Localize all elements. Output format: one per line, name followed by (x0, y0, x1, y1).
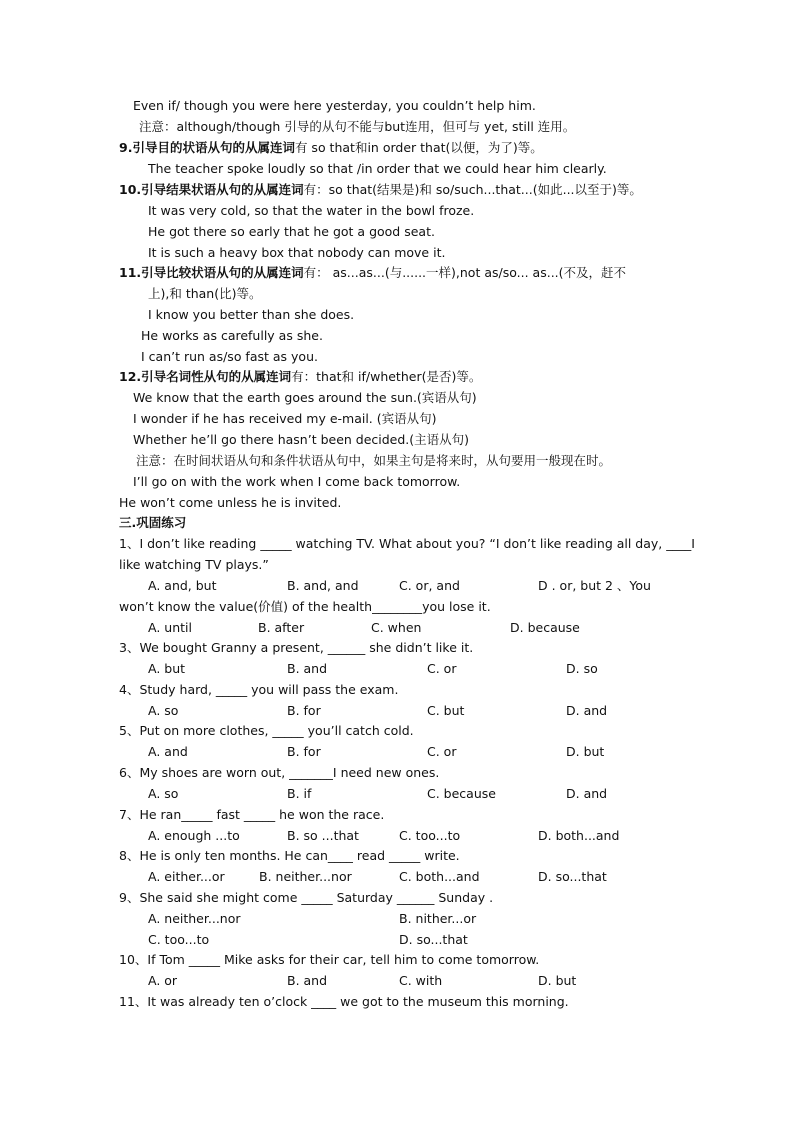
q10-option-a: A. or (148, 973, 178, 988)
q3-option-d: D. so (566, 661, 598, 676)
q9-option-c: C. too...to (148, 932, 210, 947)
heading-rest: 有 so that和in order that(以便，为了)等。 (294, 140, 543, 155)
example-sentence: I wonder if he has received my e-mail. (宾语从句) (133, 411, 437, 426)
q4-option-b: B. for (287, 703, 321, 718)
heading-text: 10.引导结果状语从句的从属连词 (119, 182, 304, 197)
q1-option-a: A. and, but (148, 578, 217, 593)
q6-option-c: C. because (427, 786, 496, 801)
note-line: 注意：although/though 引导的从句不能与but连用，但可与 yet, still 连用。 (139, 119, 576, 134)
section-heading-12 (119, 368, 481, 386)
question-3-stem: 3、We bought Granny a present, ______ she didn’t like it. (119, 640, 474, 655)
question-5-stem: 5、Put on more clothes, _____ you’ll catch cold. (119, 723, 414, 738)
q1-option-c: C. or, and (399, 578, 460, 593)
q2-option-a: A. until (148, 620, 192, 635)
heading-rest: 有： as...as...(与......一样),not as/so... as...(不及，赶不 (303, 265, 627, 280)
q1-option-b: B. and, and (287, 578, 359, 593)
question-10-stem: 10、If Tom _____ Mike asks for their car, tell him to come tomorrow. (119, 952, 540, 967)
example-sentence: It is such a heavy box that nobody can move it. (148, 245, 446, 260)
q3-option-a: A. but (148, 661, 186, 676)
section-heading-9 (119, 139, 543, 157)
q10-option-b: B. and (287, 973, 328, 988)
question-1-stem: 1、I don’t like reading _____ watching TV. What about you? “I don’t like reading all day, ____I (119, 536, 695, 551)
q3-option-c: C. or (427, 661, 457, 676)
q4-option-c: C. but (427, 703, 465, 718)
question-1-stem-cont: like watching TV plays.” (119, 557, 269, 572)
q2-option-d: D. because (510, 620, 580, 635)
q4-option-d: D. and (566, 703, 608, 718)
question-2-stem: won’t know the value(价值) of the health________you lose it. (119, 599, 491, 614)
example-sentence: He won’t come unless he is invited. (119, 495, 342, 510)
question-6-stem: 6、My shoes are worn out, _______I need new ones. (119, 765, 440, 780)
q8-option-d: D. so...that (538, 869, 607, 884)
q6-option-a: A. so (148, 786, 179, 801)
example-sentence: It was very cold, so that the water in the bowl froze. (148, 203, 475, 218)
q9-option-b: B. nither...or (399, 911, 477, 926)
exercise-section-title: 三.巩固练习 (119, 515, 187, 530)
example-sentence: I know you better than she does. (148, 307, 355, 322)
example-sentence: I can’t run as/so fast as you. (141, 349, 318, 364)
q6-option-b: B. if (287, 786, 312, 801)
q8-option-a: A. either...or (148, 869, 225, 884)
section-heading-11 (119, 264, 626, 282)
question-11-stem: 11、It was already ten o’clock ____ we got to the museum this morning. (119, 994, 569, 1009)
q9-option-a: A. neither...nor (148, 911, 241, 926)
q8-option-b: B. neither...nor (259, 869, 352, 884)
q7-option-d: D. both...and (538, 828, 620, 843)
q4-option-a: A. so (148, 703, 179, 718)
q5-option-a: A. and (148, 744, 188, 759)
q7-option-a: A. enough ...to (148, 828, 240, 843)
q10-option-d: D. but (538, 973, 577, 988)
q5-option-d: D. but (566, 744, 605, 759)
heading-text: 9.引导目的状语从句的从属连词 (119, 140, 295, 155)
heading-rest: 有：so that(结果是)和 so/such...that...(如此...以至于)等。 (303, 182, 642, 197)
example-sentence: The teacher spoke loudly so that /in order that we could hear him clearly. (148, 161, 607, 176)
example-sentence: He works as carefully as she. (141, 328, 323, 343)
q2-option-c: C. when (371, 620, 422, 635)
q2-option-b: B. after (258, 620, 305, 635)
heading-text: 12.引导名词性从句的从属连词 (119, 369, 292, 384)
example-sentence: Even if/ though you were here yesterday, you couldn’t help him. (133, 98, 536, 113)
q3-option-b: B. and (287, 661, 328, 676)
q7-option-c: C. too...to (399, 828, 461, 843)
heading-continuation: 上),和 than(比)等。 (148, 286, 262, 301)
q8-option-c: C. both...and (399, 869, 480, 884)
heading-rest: 有：that和 if/whether(是否)等。 (291, 369, 482, 384)
example-sentence: We know that the earth goes around the sun.(宾语从句) (133, 390, 477, 405)
q1-option-d: D . or, but 2 、You (538, 578, 651, 593)
question-8-stem: 8、He is only ten months. He can____ read _____ write. (119, 848, 460, 863)
question-7-stem: 7、He ran_____ fast _____ he won the race. (119, 807, 385, 822)
q5-option-c: C. or (427, 744, 457, 759)
example-sentence: Whether he’ll go there hasn’t been decided.(主语从句) (133, 432, 470, 447)
q7-option-b: B. so ...that (287, 828, 359, 843)
example-sentence: I’ll go on with the work when I come back tomorrow. (133, 474, 461, 489)
question-9-stem: 9、She said she might come _____ Saturday ______ Sunday . (119, 890, 494, 905)
q9-option-d: D. so...that (399, 932, 468, 947)
q6-option-d: D. and (566, 786, 608, 801)
section-heading-10 (119, 181, 642, 199)
question-4-stem: 4、Study hard, _____ you will pass the exam. (119, 682, 399, 697)
example-sentence: He got there so early that he got a good seat. (148, 224, 435, 239)
heading-text: 11.引导比较状语从句的从属连词 (119, 265, 304, 280)
q10-option-c: C. with (399, 973, 443, 988)
q5-option-b: B. for (287, 744, 321, 759)
note-line: 注意：在时间状语从句和条件状语从句中，如果主句是将来时，从句要用一般现在时。 (136, 453, 612, 468)
